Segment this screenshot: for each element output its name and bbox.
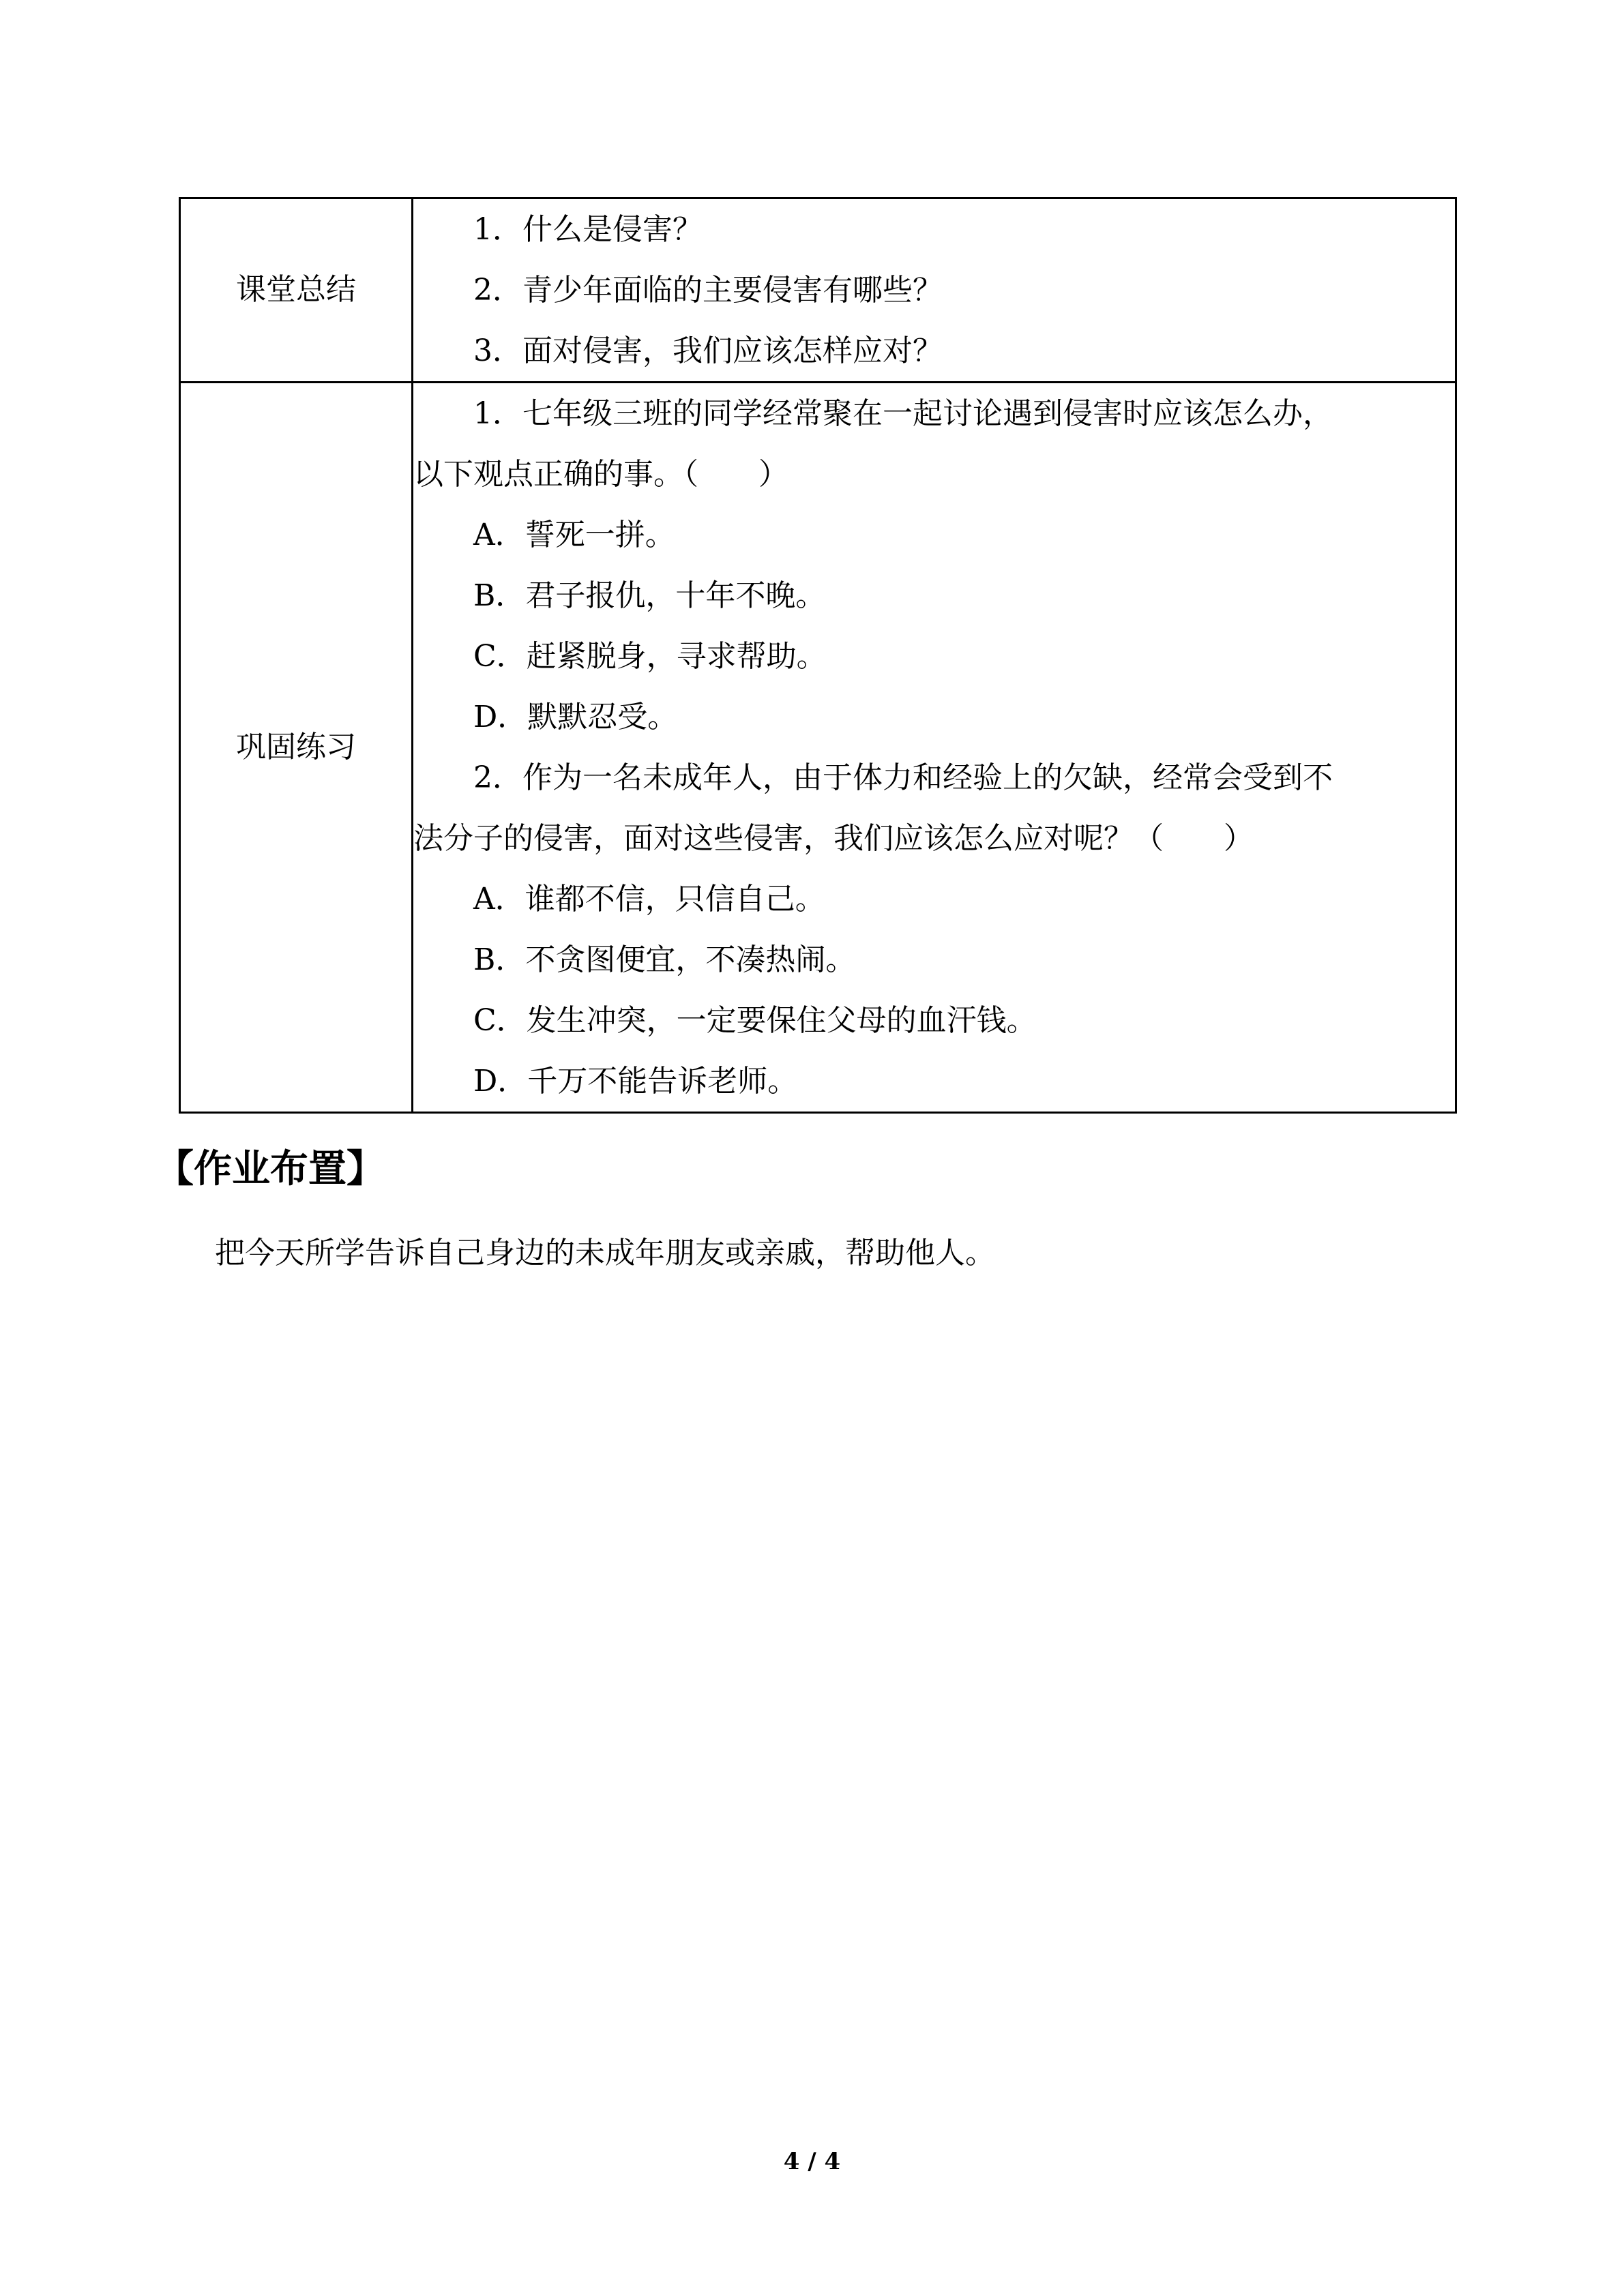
question-1-option-b: B．君子报仇，十年不晚。: [473, 578, 826, 613]
question-2-option-c: C．发生冲突，一定要保住父母的血汗钱。: [473, 1003, 1037, 1038]
question-2-stem-continued: 法分子的侵害，面对这些侵害，我们应该怎么应对呢？（ ）: [413, 821, 1254, 856]
question-2-option-d: D．千万不能告诉老师。: [473, 1064, 798, 1099]
practice-content: [413, 383, 1456, 1113]
question-1-stem-continued: 以下观点正确的事。（ ）: [413, 457, 788, 492]
question-2-stem: 2．作为一名未成年人，由于体力和经验上的欠缺，经常会受到不: [473, 760, 1333, 795]
lesson-table: [179, 197, 1457, 1114]
summary-question-1: 1．什么是侵害？: [473, 212, 703, 247]
question-1-option-c: C．赶紧脱身，寻求帮助。: [473, 639, 827, 674]
question-1-option-a: A．誓死一拼。: [473, 518, 675, 552]
question-1-stem: 1．七年级三班的同学经常聚在一起讨论遇到侵害时应该怎么办，: [473, 396, 1333, 431]
summary-content: [413, 198, 1456, 383]
question-2-option-a: A．谁都不信，只信自己。: [473, 882, 825, 916]
page-number: 4 / 4: [783, 2148, 841, 2175]
homework-text: 把今天所学告诉自己身边的未成年朋友或亲戚，帮助他人。: [215, 1236, 995, 1270]
practice-row: [180, 383, 1456, 1113]
summary-question-2: 2．青少年面临的主要侵害有哪些？: [473, 273, 943, 308]
practice-label: 巩固练习: [180, 383, 413, 1113]
question-2-option-b: B．不贪图便宜，不凑热闹。: [473, 942, 856, 977]
summary-row: [180, 198, 1456, 383]
summary-label: 课堂总结: [180, 198, 413, 383]
summary-question-3: 3．面对侵害，我们应该怎样应对？: [473, 333, 943, 368]
question-1-option-d: D．默默忍受。: [473, 700, 678, 734]
homework-heading: 【作业布置】: [156, 1147, 385, 1191]
